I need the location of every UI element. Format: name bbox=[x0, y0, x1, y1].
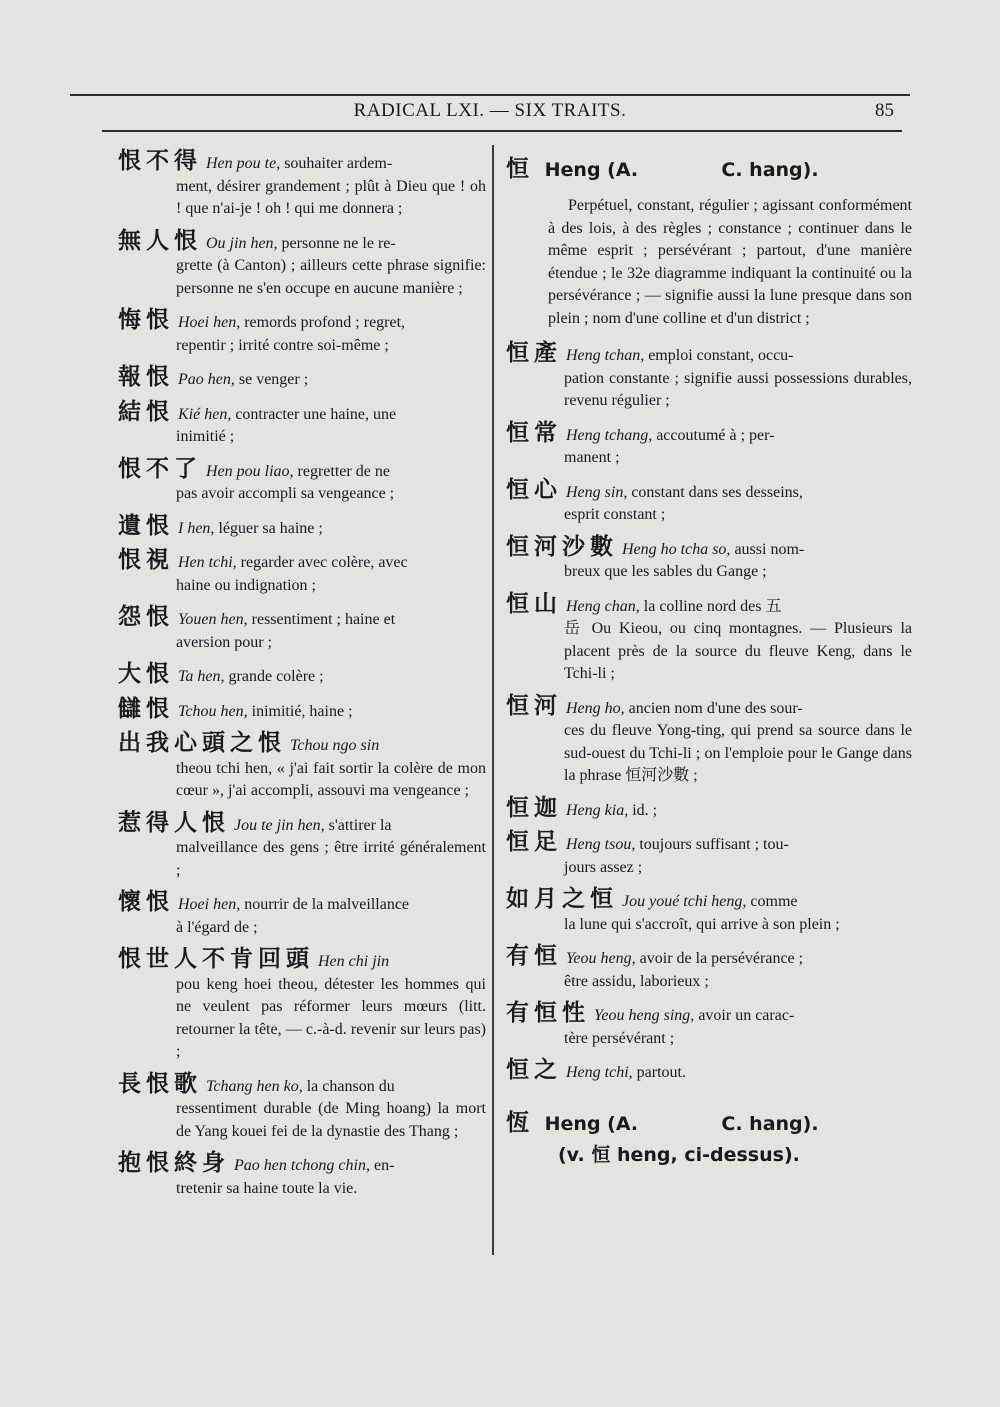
entry-gloss-start: nourrir de la malveillance bbox=[240, 896, 410, 913]
headword-definition: Perpétuel, constant, régulier ; agissant conformément à des lois, à des règles ; constance ; continuer dans le même esprit ; persévérant ; partout, d'une manière étendue ; le 32e diagramme indiquant la continuité ou la persévérance ; — signifie aussi la lune presque dans son plein ; nom d'une colline et d'un district ; bbox=[548, 197, 912, 327]
headword-character: 恒 bbox=[506, 156, 534, 182]
entry-characters: 大恨 bbox=[118, 661, 174, 687]
entry-gloss-continued: ces du fleuve Yong-ting, qui prend sa source dans le sud-ouest du Tchi-li ; on l'emploie pour le Gange dans la phrase 恒河沙數 ; bbox=[564, 722, 912, 784]
entry-first-line bbox=[118, 663, 486, 689]
entry-romanization: Ta hen, bbox=[178, 668, 225, 685]
entry-gloss-start: ancien nom d'une des sour- bbox=[624, 699, 803, 717]
entry-first-line bbox=[118, 1152, 486, 1178]
compound-entry bbox=[118, 512, 486, 541]
entry-romanization: Heng ho tcha so, bbox=[622, 540, 731, 558]
entry-romanization: Tchou hen, bbox=[178, 702, 248, 720]
entry-characters: 恒之 bbox=[506, 1057, 562, 1083]
entry-characters: 恨不得 bbox=[118, 148, 202, 174]
entry-gloss-start: avoir de la persévérance ; bbox=[635, 950, 804, 967]
compound-entry bbox=[506, 342, 912, 413]
entry-gloss-continued: pation constante ; signifie aussi possessions durables, revenu régulier ; bbox=[564, 369, 912, 409]
entry-romanization: Heng tchang, bbox=[566, 426, 653, 444]
entry-first-line bbox=[506, 419, 912, 448]
entry-first-line bbox=[118, 1070, 486, 1099]
header-rule-bottom bbox=[102, 130, 902, 132]
entry-gloss-start: la chanson du bbox=[302, 1077, 395, 1095]
entry-gloss-continued: à l'égard de ; bbox=[176, 918, 258, 936]
entry-characters: 抱恨終身 bbox=[118, 1150, 230, 1176]
entry-gloss-continued: la lune qui s'accroît, qui arrive à son plein ; bbox=[564, 915, 840, 933]
entry-romanization: I hen, bbox=[178, 519, 215, 537]
entry-gloss-continued: haine ou indignation ; bbox=[176, 576, 316, 594]
entry-gloss-start: léguer sa haine ; bbox=[214, 519, 323, 537]
entry-gloss-start: accoutumé à ; per- bbox=[652, 426, 775, 444]
entry-gloss-start: en- bbox=[369, 1157, 395, 1174]
compound-entry bbox=[506, 945, 912, 993]
entry-first-line bbox=[118, 891, 486, 917]
entry-characters: 有恒性 bbox=[506, 1000, 590, 1026]
entry-first-line bbox=[118, 549, 486, 575]
compound-entry bbox=[506, 692, 912, 788]
compound-entry bbox=[118, 455, 486, 506]
entry-gloss-continued: ressentiment durable (de Ming hoang) la mort de Yang kouei fei de la dynastie des Thang ; bbox=[176, 1100, 486, 1140]
headword-romanization: Heng bbox=[544, 159, 601, 181]
compound-entry bbox=[118, 1070, 486, 1144]
entry-gloss-continued: aversion pour ; bbox=[176, 633, 272, 651]
entry-first-line bbox=[506, 831, 912, 857]
entry-characters: 惹得人恨 bbox=[118, 809, 230, 836]
entry-characters: 無人恨 bbox=[118, 227, 202, 254]
compound-entry bbox=[118, 891, 486, 939]
entry-characters: 恒常 bbox=[506, 419, 562, 446]
compound-list bbox=[506, 342, 912, 1085]
entry-first-line bbox=[506, 945, 912, 971]
entry-characters: 遺恨 bbox=[118, 512, 174, 539]
entry-characters: 出我心頭之恨 bbox=[118, 730, 286, 756]
entry-romanization: Heng sin, bbox=[566, 483, 628, 501]
entry-gloss-continued: grette (à Canton) ; ailleurs cette phrase signifie: personne ne s'en occupe en aucune manière ; bbox=[176, 257, 486, 297]
entry-characters: 怨恨 bbox=[118, 604, 174, 630]
entry-gloss-start: toujours suffisant ; tou- bbox=[635, 836, 789, 853]
entry-first-line bbox=[506, 692, 912, 721]
variant-a: (A. bbox=[607, 1112, 639, 1135]
entry-romanization: Hen tchi, bbox=[178, 554, 237, 571]
entry-characters: 恒心 bbox=[506, 476, 562, 503]
right-column bbox=[506, 150, 912, 1167]
compound-entry bbox=[118, 366, 486, 392]
entry-characters: 恨不了 bbox=[118, 455, 202, 482]
entry-gloss-continued: breux que les sables du Gange ; bbox=[564, 563, 767, 580]
page-header bbox=[70, 88, 910, 136]
compound-entry bbox=[506, 1002, 912, 1050]
compound-entry bbox=[118, 398, 486, 449]
entry-first-line bbox=[118, 150, 486, 176]
entry-characters: 恨世人不肯回頭 bbox=[118, 946, 314, 972]
entry-gloss-continued: theou tchi hen, « j'ai fait sortir la colère de mon cœur », j'ai accompli, assouvi ma vengeance ; bbox=[176, 759, 486, 799]
entry-gloss-start: remords profond ; regret, bbox=[240, 314, 406, 331]
compound-entry bbox=[118, 309, 486, 357]
entry-gloss-start: comme bbox=[746, 893, 798, 910]
variant-c: C. hang). bbox=[721, 1112, 819, 1135]
see-reference: (v. 恒 heng, ci-dessus). bbox=[558, 1143, 800, 1166]
entry-characters: 報恨 bbox=[118, 364, 174, 390]
compound-entry bbox=[506, 533, 912, 584]
compound-entry bbox=[118, 606, 486, 654]
entry-gloss-continued: inimitié ; bbox=[176, 428, 235, 445]
entry-first-line bbox=[506, 1059, 912, 1085]
compound-entry bbox=[118, 549, 486, 597]
entry-first-line bbox=[118, 398, 486, 427]
entry-gloss-continued: esprit constant ; bbox=[564, 506, 666, 523]
compound-entry bbox=[506, 794, 912, 823]
entry-characters: 恒迦 bbox=[506, 794, 562, 821]
entry-first-line bbox=[118, 512, 486, 541]
entry-gloss-start: souhaiter ardem- bbox=[280, 155, 393, 172]
compound-entry bbox=[506, 831, 912, 879]
entry-gloss-start: inimitié, haine ; bbox=[247, 702, 353, 720]
entry-romanization: Yeou heng sing, bbox=[594, 1007, 695, 1024]
entry-first-line bbox=[118, 809, 486, 838]
entry-characters: 悔恨 bbox=[118, 307, 174, 333]
compound-entry bbox=[118, 1152, 486, 1200]
entry-gloss-start: aussi nom- bbox=[730, 540, 805, 558]
entry-gloss-start: se venger ; bbox=[234, 371, 309, 388]
compound-entry bbox=[506, 419, 912, 470]
left-column bbox=[118, 150, 486, 1209]
entry-first-line bbox=[506, 590, 912, 619]
entry-characters: 恒山 bbox=[506, 590, 562, 617]
entry-first-line bbox=[118, 606, 486, 632]
entry-characters: 恒產 bbox=[506, 340, 562, 366]
entry-romanization: Pao hen, bbox=[178, 371, 235, 388]
entry-romanization: Hoei hen, bbox=[178, 314, 241, 331]
header-rule-top bbox=[70, 94, 910, 96]
compound-entry bbox=[506, 1059, 912, 1085]
entry-romanization: Heng tchi, bbox=[566, 1064, 633, 1081]
running-head: RADICAL LXI. — SIX TRAITS. bbox=[353, 100, 627, 121]
entry-gloss-start: id. ; bbox=[628, 801, 658, 819]
entry-first-line bbox=[118, 309, 486, 335]
entry-first-line bbox=[506, 794, 912, 823]
entry-romanization: Hen pou te, bbox=[206, 155, 281, 172]
headword-entry-heng-variant bbox=[506, 1107, 912, 1140]
entry-romanization: Hen chi jin bbox=[318, 953, 390, 970]
compound-entry bbox=[118, 150, 486, 221]
entry-first-line bbox=[506, 888, 912, 914]
entry-romanization: Tchou ngo sin bbox=[290, 737, 380, 754]
entry-first-line bbox=[506, 476, 912, 505]
headword-entry-heng bbox=[506, 150, 912, 183]
entry-first-line bbox=[118, 948, 486, 974]
entry-gloss-start: constant dans ses desseins, bbox=[627, 483, 803, 501]
entry-first-line bbox=[118, 455, 486, 484]
entry-gloss-continued: tretenir sa haine toute la vie. bbox=[176, 1179, 358, 1197]
entry-gloss-continued: pou keng hoei theou, détester les hommes qui ne veulent pas réformer leurs mœurs (litt. retourner la tête, — c.-à-d. revenir sur leurs pas) ; bbox=[176, 975, 486, 1060]
entry-gloss-start: grande colère ; bbox=[224, 668, 324, 685]
entry-gloss-start: regarder avec colère, avec bbox=[236, 554, 408, 571]
column-divider bbox=[492, 145, 494, 1255]
entry-romanization: Heng kia, bbox=[566, 801, 629, 819]
entry-romanization: Kié hen, bbox=[178, 405, 232, 423]
entry-characters: 如月之恒 bbox=[506, 886, 618, 912]
entry-romanization: Hen pou liao, bbox=[206, 462, 294, 480]
entry-gloss-continued: 岳 Ou Kieou, ou cinq montagnes. — Plusieurs la placent près de la source du fleuve Keng, dans le Tchi-li ; bbox=[564, 620, 912, 682]
entry-gloss-start: ressentiment ; haine et bbox=[247, 611, 396, 628]
compound-entry bbox=[118, 948, 486, 1064]
entry-gloss-start: la colline nord des 五 bbox=[639, 597, 782, 615]
entry-characters: 恒足 bbox=[506, 829, 562, 855]
entry-romanization: Heng tsou, bbox=[566, 836, 636, 853]
entry-first-line bbox=[506, 1002, 912, 1028]
entry-romanization: Pao hen tchong chin, bbox=[234, 1157, 370, 1174]
entry-characters: 恒河沙數 bbox=[506, 533, 618, 560]
variant-romanization: Heng bbox=[544, 1112, 601, 1135]
entry-gloss-continued: tère persévérant ; bbox=[564, 1029, 675, 1047]
entry-gloss-start: contracter une haine, une bbox=[231, 405, 397, 423]
entry-characters: 有恒 bbox=[506, 943, 562, 969]
compound-entry bbox=[118, 695, 486, 724]
entry-romanization: Heng chan, bbox=[566, 597, 640, 615]
entry-characters: 結恨 bbox=[118, 398, 174, 425]
entry-gloss-continued: jours assez ; bbox=[564, 858, 643, 876]
entry-characters: 讎恨 bbox=[118, 695, 174, 722]
entry-romanization: Yeou heng, bbox=[566, 950, 636, 967]
entry-gloss-start: personne ne le re- bbox=[277, 234, 396, 252]
entry-first-line bbox=[118, 366, 486, 392]
entry-first-line bbox=[506, 533, 912, 562]
entry-characters: 恒河 bbox=[506, 692, 562, 719]
entry-characters: 懷恨 bbox=[118, 889, 174, 915]
entry-romanization: Youen hen, bbox=[178, 611, 248, 628]
entry-gloss-start: s'attirer la bbox=[324, 816, 392, 834]
entry-characters: 恨視 bbox=[118, 547, 174, 573]
compound-entry bbox=[506, 476, 912, 527]
entry-gloss-start: regretter de ne bbox=[293, 462, 390, 480]
entry-romanization: Tchang hen ko, bbox=[206, 1077, 303, 1095]
entry-romanization: Jou youé tchi heng, bbox=[622, 893, 747, 910]
compound-entry bbox=[118, 809, 486, 883]
compound-entry bbox=[506, 888, 912, 936]
entry-first-line bbox=[118, 732, 486, 758]
variant-character: 恆 bbox=[506, 1109, 534, 1136]
entry-romanization: Hoei hen, bbox=[178, 896, 241, 913]
entry-gloss-continued: être assidu, laborieux ; bbox=[564, 972, 709, 990]
page-number: 85 bbox=[875, 100, 894, 121]
entry-romanization: Ou jin hen, bbox=[206, 234, 278, 252]
entry-gloss-start: emploi constant, occu- bbox=[644, 347, 794, 364]
entry-first-line bbox=[118, 695, 486, 724]
entry-romanization: Heng ho, bbox=[566, 699, 625, 717]
compound-entry bbox=[118, 732, 486, 803]
compound-entry bbox=[506, 590, 912, 686]
entry-first-line bbox=[118, 227, 486, 256]
entry-gloss-start: avoir un carac- bbox=[694, 1007, 795, 1024]
headword-a: (A. bbox=[607, 159, 639, 181]
entry-gloss-continued: malveillance des gens ; être irrité généralement ; bbox=[176, 839, 486, 879]
entry-gloss-start: partout. bbox=[632, 1064, 686, 1081]
entry-romanization: Jou te jin hen, bbox=[234, 816, 325, 834]
headword-c: C. hang). bbox=[721, 159, 819, 181]
compound-entry bbox=[118, 227, 486, 301]
compound-entry bbox=[118, 663, 486, 689]
entry-gloss-continued: ment, désirer grandement ; plût à Dieu que ! oh ! que n'ai-je ! oh ! qui me donnera ; bbox=[176, 177, 486, 217]
entry-gloss-continued: repentir ; irrité contre soi-même ; bbox=[176, 336, 389, 354]
entry-romanization: Heng tchan, bbox=[566, 347, 645, 364]
entry-gloss-continued: pas avoir accompli sa vengeance ; bbox=[176, 485, 395, 502]
entry-characters: 長恨歌 bbox=[118, 1070, 202, 1097]
entry-gloss-continued: manent ; bbox=[564, 449, 620, 466]
entry-first-line bbox=[506, 342, 912, 368]
